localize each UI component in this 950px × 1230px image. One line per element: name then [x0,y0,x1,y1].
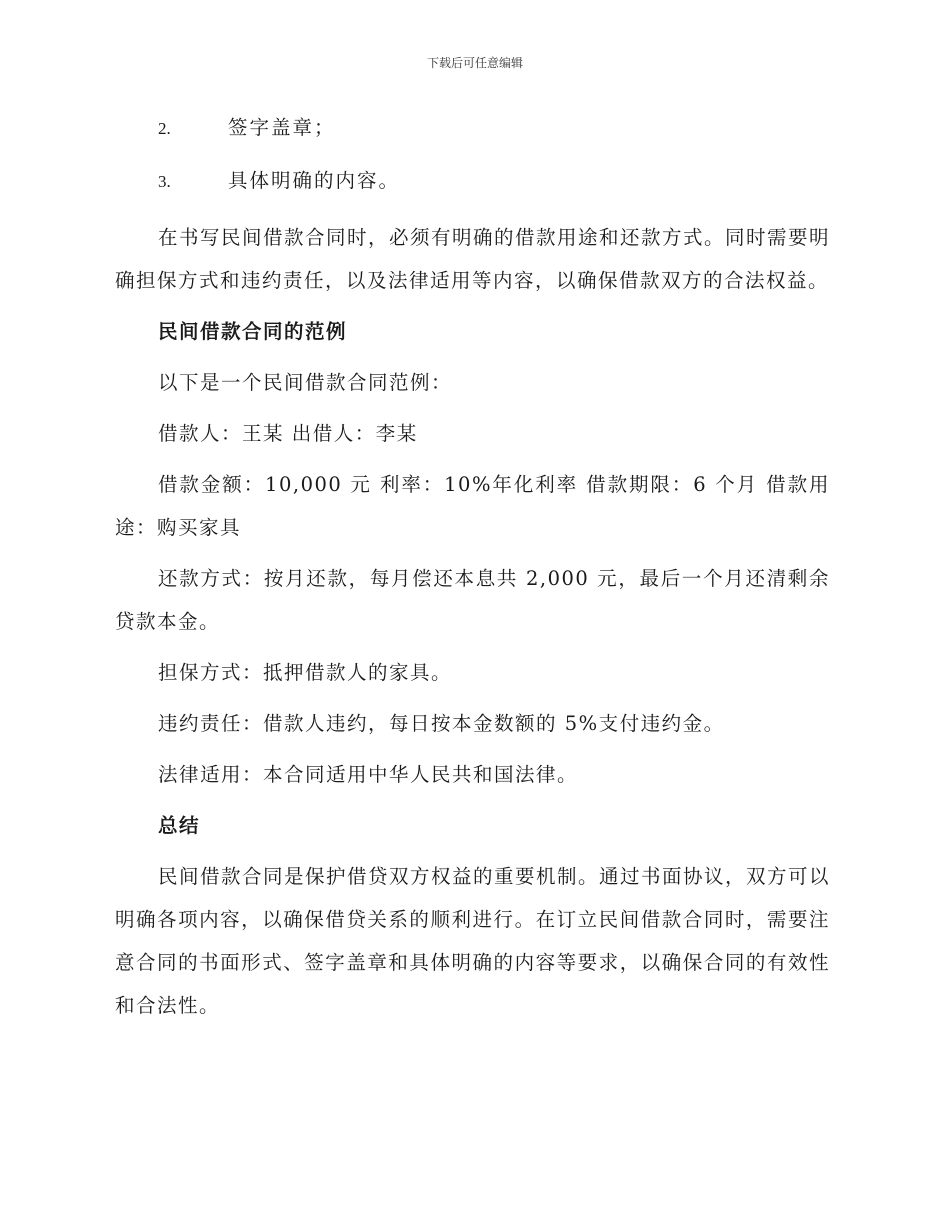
document-body [115,110,830,1035]
example-terms: 借款金额：10,000 元 利率：10%年化利率 借款期限：6 个月 借款用途：购买家具 [115,473,830,539]
example-lead: 以下是一个民间借款合同范例： [158,371,453,394]
example-guarantee: 担保方式：抵押借款人的家具。 [158,661,453,684]
list-item-text: 具体明确的内容。 [228,169,401,192]
summary-section-heading: 总结 [158,814,201,837]
list-item-number: 3. [158,172,171,191]
page-header: 下载后可任意编辑 [426,56,523,70]
intro-paragraph: 在书写民间借款合同时，必须有明确的借款用途和还款方式。同时需要明确担保方式和违约责任，以及法律适用等内容，以确保借款双方的合法权益。 [115,226,831,292]
example-breach: 违约责任：借款人违约，每日按本金数额的 5%支付违约金。 [158,712,725,735]
summary-paragraph: 民间借款合同是保护借贷双方权益的重要机制。通过书面协议，双方可以明确各项内容，以确保借贷关系的顺利进行。在订立民间借款合同时，需要注意合同的书面形式、签字盖章和具体明确的内容等要求，以确保合同的有效性和合法性。 [115,865,831,1017]
list-item-text: 签字盖章； [228,116,336,139]
list-item [115,110,830,163]
example-law: 法律适用：本合同适用中华人民共和国法律。 [158,763,579,786]
example-parties: 借款人：王某 出借人：李某 [158,422,418,445]
example-section-heading: 民间借款合同的范例 [158,320,348,343]
example-repayment: 还款方式：按月还款，每月偿还本息共 2,000 元，最后一个月还清剩余贷款本金。 [115,567,830,633]
list-item [115,163,830,216]
list-item-number: 2. [158,119,171,138]
